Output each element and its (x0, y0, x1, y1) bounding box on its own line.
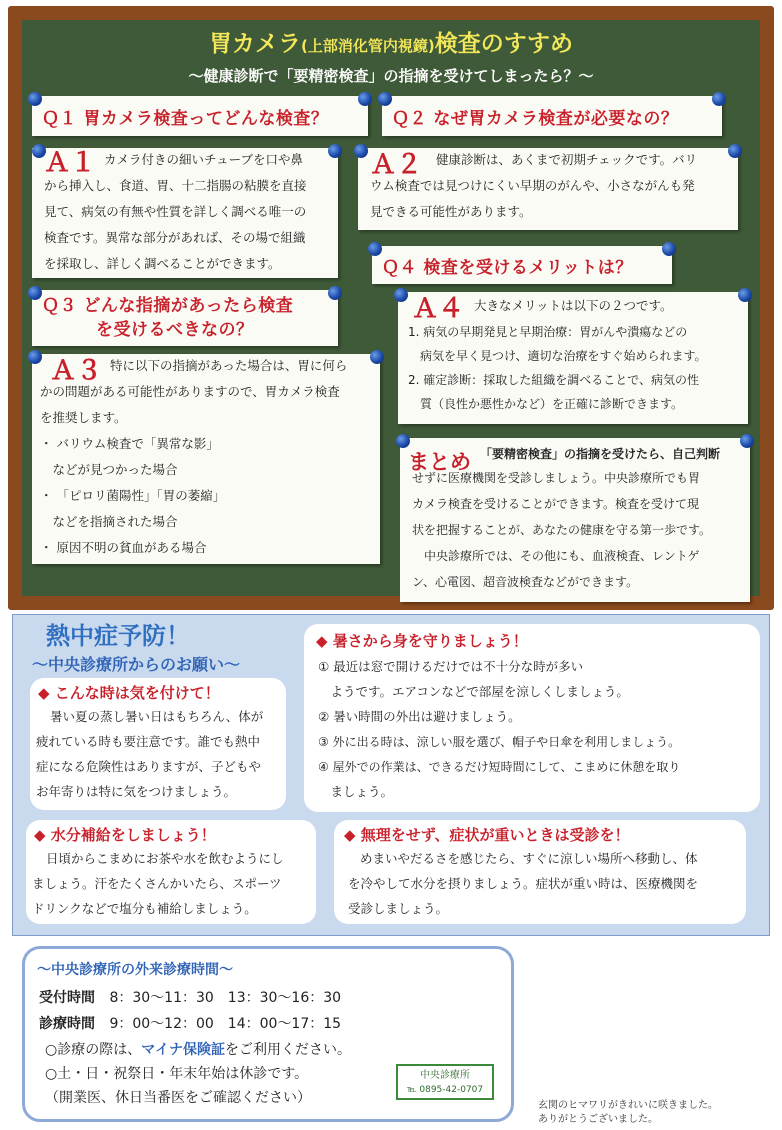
heat-box-protect (304, 624, 760, 812)
heat-box-hydration (26, 820, 316, 924)
clinic-stamp (396, 1064, 494, 1100)
sunflower-caption-2: ありがとうございました。 (538, 1114, 658, 1125)
a3-line-5: などが見つかった場合 (40, 462, 178, 477)
heat-box-protect-line-2: ようです。エアコンなどで部屋を涼しくしましょう。 (318, 684, 629, 699)
q2-card (382, 96, 722, 136)
heat-box-caution (30, 678, 286, 810)
a1-line-2: から挿入し、食道、胃、十二指腸の粘膜を直接 (44, 178, 307, 193)
clinic-value: 9：00～12：00 14：00～17：15 (109, 1016, 342, 1032)
summary-line-2: せずに医療機関を受診しましょう。中央診療所でも胃 (412, 471, 701, 485)
a1-line-3: 見て、病気の有無や性質を詳しく調べる唯一の (44, 204, 307, 219)
heat-box-see-doctor-line-1: めまいやだるさを感じたら、すぐに涼しい場所へ移動し、体 (360, 851, 698, 866)
a4-line-5: 質（良性か悪性かなど）を正確に診断できます。 (408, 397, 684, 411)
heat-box-hydration-line-1: 日頃からこまめにお茶や水を飲むようにし (46, 851, 284, 866)
a3-line-8: ・ 原因不明の貧血がある場合 (40, 540, 207, 555)
heat-box-hydration-line-2: ましょう。汗をたくさんかいたら、スポーツ (32, 876, 282, 891)
heat-box-hydration-line-3: ドリンクなどで塩分も補給しましょう。 (32, 901, 257, 916)
heat-box-protect-line-3: ② 暑い時間の外出は避けましょう。 (318, 709, 521, 724)
a1-label: Ａ１ (44, 148, 97, 178)
note-holiday-doctor: （開業医、休日当番医をご確認ください） (45, 1090, 311, 1106)
a4-line-4: 2. 確定診断：採取した組織を調べることで、病気の性 (408, 373, 700, 387)
q3-text-1: Ｑ３ どんな指摘があったら検査 (42, 296, 294, 316)
a1-line-5: を採取し、詳しく調べることができます。 (44, 256, 281, 271)
a2-label: Ａ２ (370, 150, 423, 180)
gastroscopy-subtitle: ～健康診断で「要精密検査」の指摘を受けてしまったら？～ (188, 67, 594, 85)
a4-line-3: 病気を早く見つけ、適切な治療をすぐ始められます。 (408, 349, 707, 363)
a4-line-2: 1. 病気の早期発見と早期治療：胃がんや潰瘍などの (408, 325, 688, 339)
note-closed-days: ○土・日・祝祭日・年末年始は休診です。 (45, 1066, 309, 1082)
a3-line-2: かの問題がある可能性がありますので、胃カメラ検査 (40, 384, 340, 399)
a2-line-2: ウム検査では見つけにくい早期のがんや、小さながんも発 (370, 178, 695, 193)
a2-card (358, 148, 738, 230)
a2-line-1: 健康診断は、あくまで初期チェックです。バリ (436, 152, 698, 167)
a3-line-1: 特に以下の指摘があった場合は、胃に何ら (110, 358, 348, 373)
heat-box-protect-line-5: ④ 屋外での作業は、できるだけ短時間にして、こまめに休憩を取り (318, 760, 681, 774)
summary-line-4: 状を把握することが、あなたの健康を守る第一歩です。 (412, 523, 712, 537)
summary-line-5: 中央診療所では、その他にも、血液検査、レントゲ (412, 549, 700, 563)
heat-box-protect-line-4: ③ 外に出る時は、涼しい服を選び、帽子や日傘を利用しましょう。 (318, 735, 681, 749)
q1-text: Ｑ１ 胃カメラ検査ってどんな検査？ (42, 109, 329, 129)
a3-line-4: ・ バリウム検査で「異常な影」 (40, 436, 219, 451)
a4-card (398, 292, 748, 424)
q3-text-2: を受けるべきなの？ (96, 320, 254, 340)
a3-line-6: ・ 「ピロリ菌陽性」「胃の萎縮」 (40, 488, 226, 503)
clinic-label: 診療時間 (39, 1016, 95, 1032)
reception-label: 受付時間 (39, 990, 95, 1006)
heat-box-protect-line-1: ① 最近は窓で開けるだけでは不十分な時が多い (318, 659, 584, 674)
summary-label: まとめ (408, 450, 471, 474)
heat-box-see-doctor-line-2: を冷やして水分を摂りましょう。症状が重い時は、医療機関を (348, 876, 699, 891)
a3-label: Ａ３ (50, 356, 103, 386)
q2-text: Ｑ２ なぜ胃カメラ検査が必要なの？ (392, 109, 679, 129)
heat-box-caution-head: ◆ こんな時は気を付けて！ (38, 684, 220, 702)
a2-line-3: 見できる可能性があります。 (370, 204, 532, 219)
a1-card (32, 148, 338, 278)
summary-line-1: 「要精密検査」の指摘を受けたら、自己判断 (480, 447, 721, 461)
heat-box-caution-line-2: 疲れている時も要注意です。誰でも熱中 (36, 734, 261, 749)
a1-line-4: 検査です。異常な部分があれば、その場で組織 (44, 230, 306, 245)
a4-label: Ａ４ (412, 294, 465, 324)
q4-card (372, 246, 672, 284)
reception-hours (39, 985, 341, 1011)
heat-box-hydration-head: ◆ 水分補給をしましょう！ (34, 826, 216, 844)
heat-title: 熱中症予防！ (46, 622, 190, 650)
heat-box-see-doctor-line-3: 受診しましょう。 (348, 901, 449, 916)
note1-prefix: ○診療の際は、 (45, 1042, 142, 1058)
heat-box-see-doctor-head: ◆ 無理をせず、症状が重いときは受診を！ (344, 826, 630, 844)
heat-box-see-doctor (334, 820, 746, 924)
heat-box-caution-line-1: 暑い夏の蒸し暑い日はもちろん、体が (50, 709, 264, 724)
heat-subtitle: ～中央診療所からのお願い～ (32, 655, 241, 674)
heat-box-protect-line-6: ましょう。 (318, 784, 394, 799)
heat-box-caution-line-3: 症になる危険性はありますが、子どもや (36, 759, 262, 774)
a3-line-3: を推奨します。 (40, 410, 127, 425)
q3-card (32, 290, 338, 346)
a4-line-1: 大きなメリットは以下の２つです。 (474, 298, 673, 313)
gastroscopy-title (30, 28, 752, 60)
note1-suffix: をご利用ください。 (224, 1042, 351, 1058)
sunflower-caption-1: 玄関のヒマワリがきれいに咲きました。 (538, 1100, 718, 1111)
title-part-b: (上部消化管内視鏡) (301, 37, 435, 55)
reception-value: 8：30～11：30 13：30～16：30 (109, 990, 342, 1006)
title-part-c: 検査のすすめ (434, 31, 573, 57)
title-part-a: 胃カメラ (209, 31, 302, 57)
a3-card (32, 354, 380, 564)
heat-box-protect-head: ◆ 暑さから身を守りましょう！ (316, 632, 528, 650)
summary-card (400, 438, 750, 602)
stamp-tel: ℡ 0895-42-0707 (406, 1085, 484, 1095)
clinic-hours (39, 1011, 341, 1037)
a1-line-1: カメラ付きの細いチューブを口や鼻 (104, 152, 304, 167)
hours-title: ～中央診療所の外来診療時間～ (37, 962, 233, 978)
note1-highlight: マイナ保険証 (141, 1042, 225, 1058)
note-my-number-card (45, 1037, 351, 1063)
a3-line-7: などを指摘された場合 (40, 514, 178, 529)
heat-box-caution-line-4: お年寄りは特に気をつけましょう。 (36, 784, 237, 799)
summary-line-6: ン、心電図、超音波検査などができます。 (412, 575, 639, 589)
q4-text: Ｑ４ 検査を受けるメリットは？ (382, 258, 633, 278)
q1-card (32, 96, 368, 136)
summary-line-3: カメラ検査を受けることができます。検査を受けて現 (412, 497, 700, 511)
stamp-name: 中央診療所 (420, 1070, 470, 1081)
